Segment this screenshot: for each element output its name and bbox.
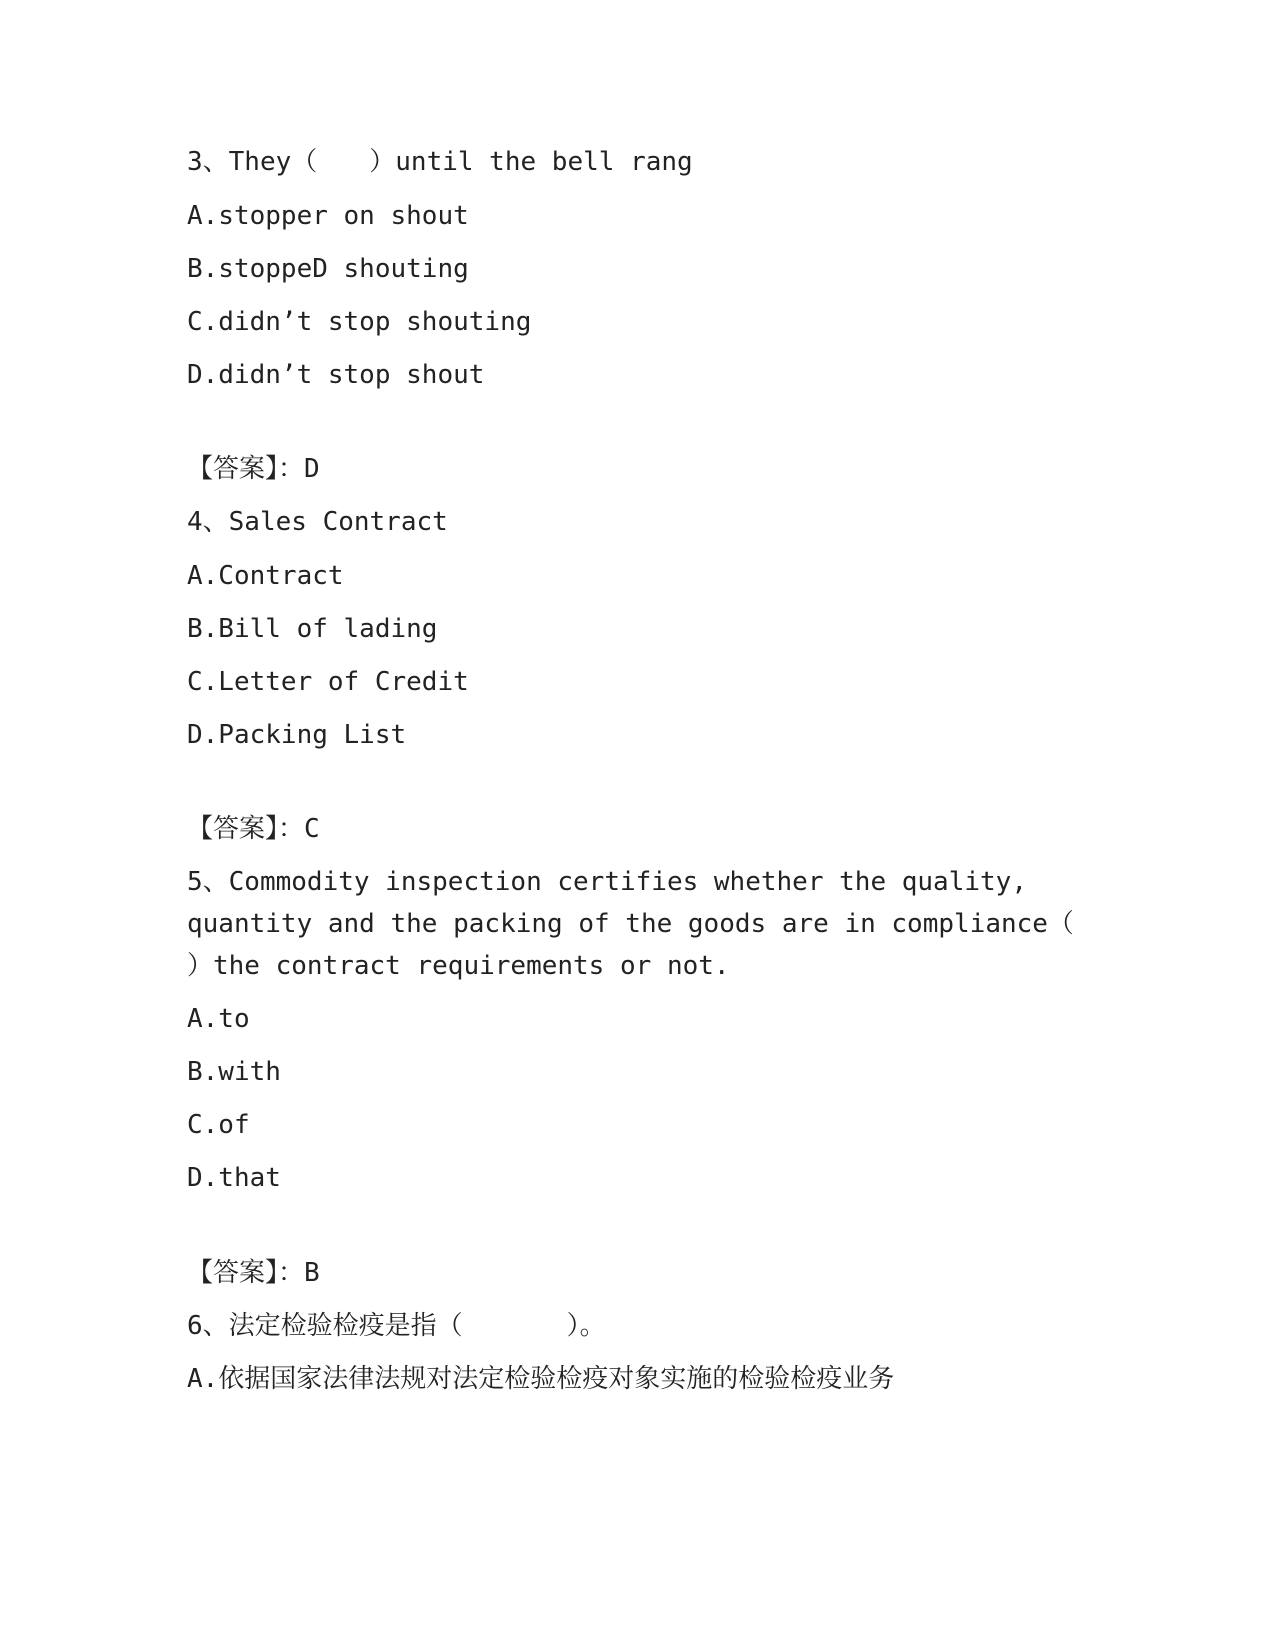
question-5-stem-line-1: 5、Commodity inspection certifies whether the quality, bbox=[187, 867, 1027, 897]
question-4-option-a: A.Contract bbox=[187, 561, 344, 591]
question-3-answer: 【答案】：D bbox=[187, 454, 320, 484]
question-3-option-a: A.stopper on shout bbox=[187, 201, 469, 231]
question-4-answer: 【答案】：C bbox=[187, 814, 320, 844]
question-4-option-d: D.Packing List bbox=[187, 720, 407, 750]
question-5-option-a: A.to bbox=[187, 1004, 250, 1034]
question-3-option-c: C.didn’t stop shouting bbox=[187, 307, 532, 337]
question-5-option-b: B.with bbox=[187, 1057, 281, 1087]
question-5-option-c: C.of bbox=[187, 1110, 250, 1140]
question-5-answer: 【答案】：B bbox=[187, 1258, 320, 1288]
question-4-option-b: B.Bill of lading bbox=[187, 614, 438, 644]
question-5-stem-line-3: ）the contract requirements or not. bbox=[187, 951, 730, 981]
question-3-option-b: B.stoppeD shouting bbox=[187, 254, 469, 284]
question-6-option-a: A.依据国家法律法规对法定检验检疫对象实施的检验检疫业务 bbox=[187, 1364, 895, 1394]
question-3-option-d: D.didn’t stop shout bbox=[187, 360, 485, 390]
question-5-stem-line-2: quantity and the packing of the goods are in compliance（ bbox=[187, 909, 1074, 939]
question-4-stem: 4、Sales Contract bbox=[187, 507, 448, 537]
question-3-stem: 3、They（ ）until the bell rang bbox=[187, 147, 693, 177]
question-6-stem: 6、法定检验检疫是指（ ）。 bbox=[187, 1311, 606, 1341]
question-5-option-d: D.that bbox=[187, 1163, 281, 1193]
question-4-option-c: C.Letter of Credit bbox=[187, 667, 469, 697]
